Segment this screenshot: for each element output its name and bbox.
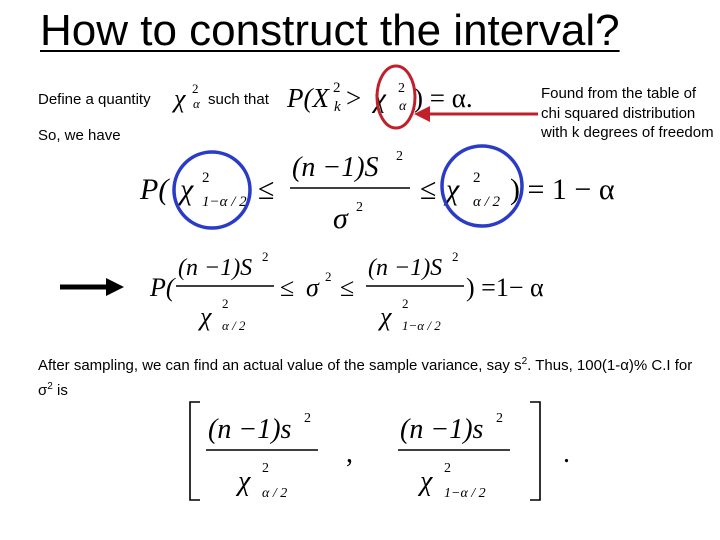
chi-right: χ (446, 173, 460, 206)
ci-chi-left-sub: α / 2 (262, 486, 288, 501)
numerator-left: (n −1)S (178, 255, 253, 281)
ci-chi-right: χ (420, 466, 433, 497)
ci-comma: , (346, 438, 353, 469)
sigma-mid-sup: 2 (325, 269, 332, 284)
chi-left: χ (180, 173, 194, 206)
chi-denom-right-sub: 1−α / 2 (402, 318, 441, 333)
chi-denom-left-sup: 2 (222, 296, 229, 311)
ci-chi-left: χ (238, 466, 251, 497)
after-sampling-tail: . Thus, 100(1-α)% C.I for σ (38, 357, 693, 399)
ci-chi-right-sup: 2 (444, 461, 451, 476)
numerator-sup: 2 (396, 149, 403, 164)
chi-denom-right-sup: 2 (402, 296, 409, 311)
define-quantity-label: Define a quantity (38, 91, 151, 108)
x-sub-k: k (334, 99, 341, 115)
numerator-big: (n −1)S (292, 152, 379, 183)
chi-denom-left: χ (200, 302, 212, 331)
le-sign-3: ≤ (280, 273, 295, 302)
after-sampling-end: is (52, 382, 68, 399)
chi-right-sub: α / 2 (473, 194, 501, 210)
interval-inequality (139, 149, 615, 235)
ci-numerator-right: (n −1)s (400, 414, 484, 445)
chi-sub-alpha: α (193, 96, 200, 111)
ci-period: . (563, 438, 570, 469)
right-bracket (530, 402, 540, 500)
prob-lhs: P(X (287, 83, 329, 113)
chi-sup-2b: 2 (398, 81, 405, 96)
chi-denom-right: χ (380, 302, 392, 331)
sigma-mid: σ (306, 273, 319, 302)
table-note: Found from the table of chi squared distribution with k degrees of freedom (541, 85, 714, 141)
after-sampling-text: After sampling, we can find an actual value of the sample variance, say s (38, 357, 522, 374)
so-we-have-label: So, we have (38, 127, 121, 144)
chi-sup-2: 2 (192, 81, 199, 96)
numerator-left-sup: 2 (262, 249, 269, 264)
denominator-sup: 2 (356, 200, 363, 215)
ci-numerator-left: (n −1)s (208, 414, 292, 445)
le-sign-1: ≤ (258, 173, 275, 206)
close-eq: ) = 1 − α (510, 173, 615, 206)
p-open-2: P( (150, 273, 175, 302)
ci-chi-right-sub: 1−α / 2 (444, 486, 486, 501)
slide-title: How to construct the interval? (40, 6, 620, 55)
sigma-sup: 2 (47, 381, 53, 392)
variance-interval (149, 249, 544, 333)
x-sup-2: 2 (333, 80, 341, 96)
after-sampling-sup: 2 (521, 356, 528, 367)
chi-symbol-2: χ (374, 83, 386, 113)
right-arrow-icon (60, 278, 124, 296)
chi-sub-alpha-2: α (399, 99, 407, 114)
chi-symbol: χ (174, 84, 186, 113)
le-sign-4: ≤ (340, 273, 355, 302)
chi-right-sup: 2 (473, 170, 481, 186)
numerator-right: (n −1)S (368, 255, 443, 281)
left-bracket (190, 402, 200, 500)
eq-alpha: ) = α. (414, 83, 473, 113)
gt-sign: > (346, 83, 362, 113)
confidence-interval-formula (190, 402, 570, 501)
denominator-sigma: σ (333, 202, 348, 235)
le-sign-2: ≤ (420, 173, 437, 206)
close-eq-2: ) =1− α (466, 273, 544, 302)
numerator-right-sup: 2 (452, 249, 459, 264)
inline-chi-alpha (171, 81, 201, 113)
p-open: P( (140, 173, 169, 206)
such-that-label: such that (208, 91, 269, 108)
ci-chi-left-sup: 2 (262, 461, 269, 476)
chi-left-sub: 1−α / 2 (202, 194, 247, 210)
chi-left-sup: 2 (202, 170, 210, 186)
ci-numerator-left-sup: 2 (304, 411, 311, 426)
ci-numerator-right-sup: 2 (496, 411, 503, 426)
chi-denom-left-sub: α / 2 (222, 318, 246, 333)
